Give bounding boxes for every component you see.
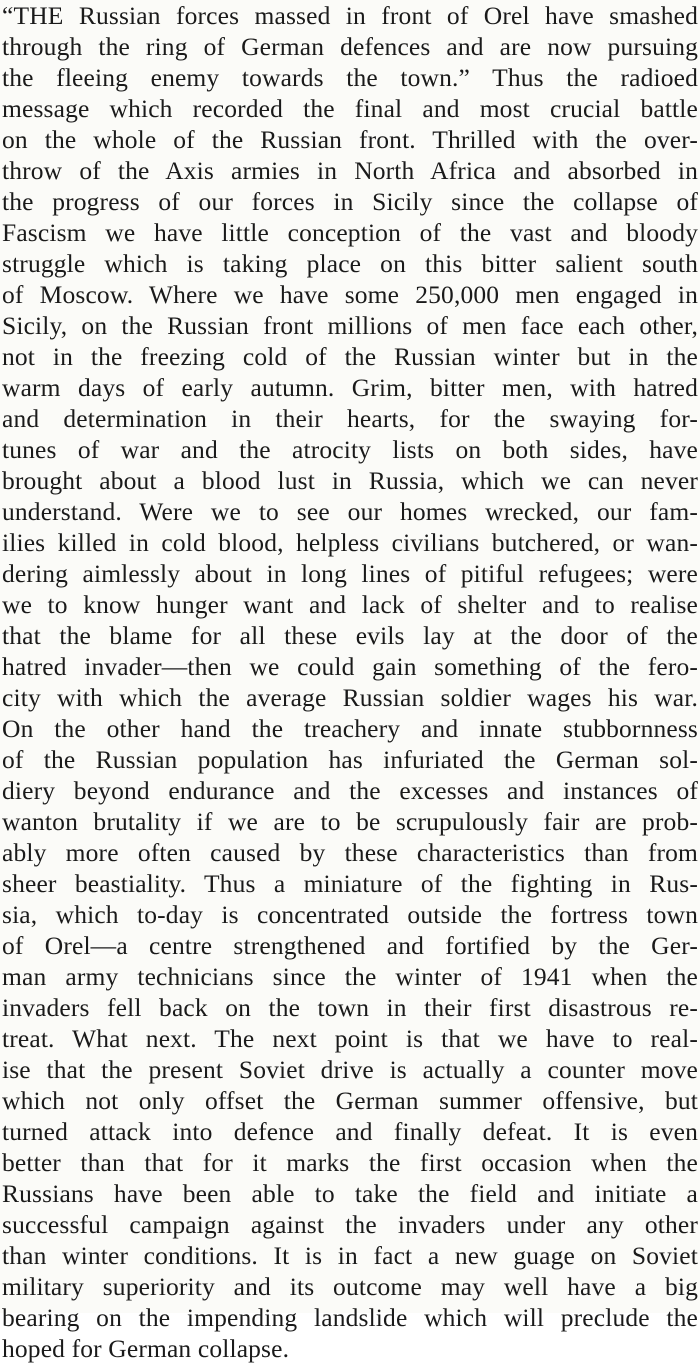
- text-line-last: hoped for German collapse.: [2, 1334, 290, 1363]
- text-line: of Moscow. Where we have some 250,000 men engaged in: [2, 280, 698, 309]
- text-line: invaders fell back on the town in their first disastrous re-: [2, 993, 698, 1022]
- text-line: Fascism we have little conception of the vast and bloody: [2, 218, 698, 247]
- text-line: military superiority and its outcome may well have a big: [2, 1272, 698, 1301]
- text-line: tunes of war and the atrocity lists on both sides, have: [2, 435, 698, 464]
- text-line: brought about a blood lust in Russia, which we can never: [2, 466, 698, 495]
- text-line: On the other hand the treachery and innate stubbornness: [2, 714, 698, 743]
- text-line: man army technicians since the winter of 1941 when the: [2, 962, 698, 991]
- text-line: hatred invader—then we could gain something of the fero-: [2, 652, 698, 681]
- text-line: city with which the average Russian soldier wages his war.: [2, 683, 698, 712]
- text-line: the fleeing enemy towards the town.” Thus the radioed: [2, 63, 698, 92]
- text-line: diery beyond endurance and the excesses and instances of: [2, 776, 698, 805]
- text-line: wanton brutality if we are to be scrupulously fair are prob-: [2, 807, 698, 836]
- text-line: sia, which to-day is concentrated outside the fortress town: [2, 900, 698, 929]
- text-line: understand. Were we to see our homes wrecked, our fam-: [2, 497, 698, 526]
- text-line: ise that the present Soviet drive is actually a counter move: [2, 1055, 698, 1084]
- text-line: struggle which is taking place on this bitter salient south: [2, 249, 698, 278]
- text-line: successful campaign against the invaders under any other: [2, 1210, 698, 1239]
- text-line: Russians have been able to take the field and initiate a: [2, 1179, 698, 1208]
- text-line: than winter conditions. It is in fact a new guage on Soviet: [2, 1241, 698, 1270]
- text-line: turned attack into defence and finally defeat. It is even: [2, 1117, 698, 1146]
- text-line: Sicily, on the Russian front millions of men face each other,: [2, 311, 698, 340]
- text-line: “THE Russian forces massed in front of Orel have smashed: [2, 1, 698, 30]
- text-line: dering aimlessly about in long lines of pitiful refugees; were: [2, 559, 698, 588]
- text-line: we to know hunger want and lack of shelter and to realise: [2, 590, 698, 619]
- text-line: sheer beastiality. Thus a miniature of the fighting in Rus-: [2, 869, 698, 898]
- text-line: of the Russian population has infuriated the German sol-: [2, 745, 698, 774]
- text-line: through the ring of German defences and are now pursuing: [2, 32, 698, 61]
- text-line: throw of the Axis armies in North Africa and absorbed in: [2, 156, 698, 185]
- text-line: message which recorded the final and most crucial battle: [2, 94, 698, 123]
- text-line: ably more often caused by these characteristics than from: [2, 838, 698, 867]
- text-line: and determination in their hearts, for the swaying for-: [2, 404, 698, 433]
- text-line: ilies killed in cold blood, helpless civilians butchered, or wan-: [2, 528, 698, 557]
- text-line: treat. What next. The next point is that we have to real-: [2, 1024, 698, 1053]
- text-line: bearing on the impending landslide which will preclude the: [2, 1303, 698, 1332]
- text-line: the progress of our forces in Sicily since the collapse of: [2, 187, 698, 216]
- text-line: warm days of early autumn. Grim, bitter men, with hatred: [2, 373, 698, 402]
- text-line: of Orel—a centre strengthened and fortified by the Ger-: [2, 931, 698, 960]
- text-line: on the whole of the Russian front. Thrilled with the over-: [2, 125, 698, 154]
- text-line: which not only offset the German summer offensive, but: [2, 1086, 698, 1115]
- text-line: not in the freezing cold of the Russian winter but in the: [2, 342, 698, 371]
- text-line: that the blame for all these evils lay at the door of the: [2, 621, 698, 650]
- text-line: better than that for it marks the first occasion when the: [2, 1148, 698, 1177]
